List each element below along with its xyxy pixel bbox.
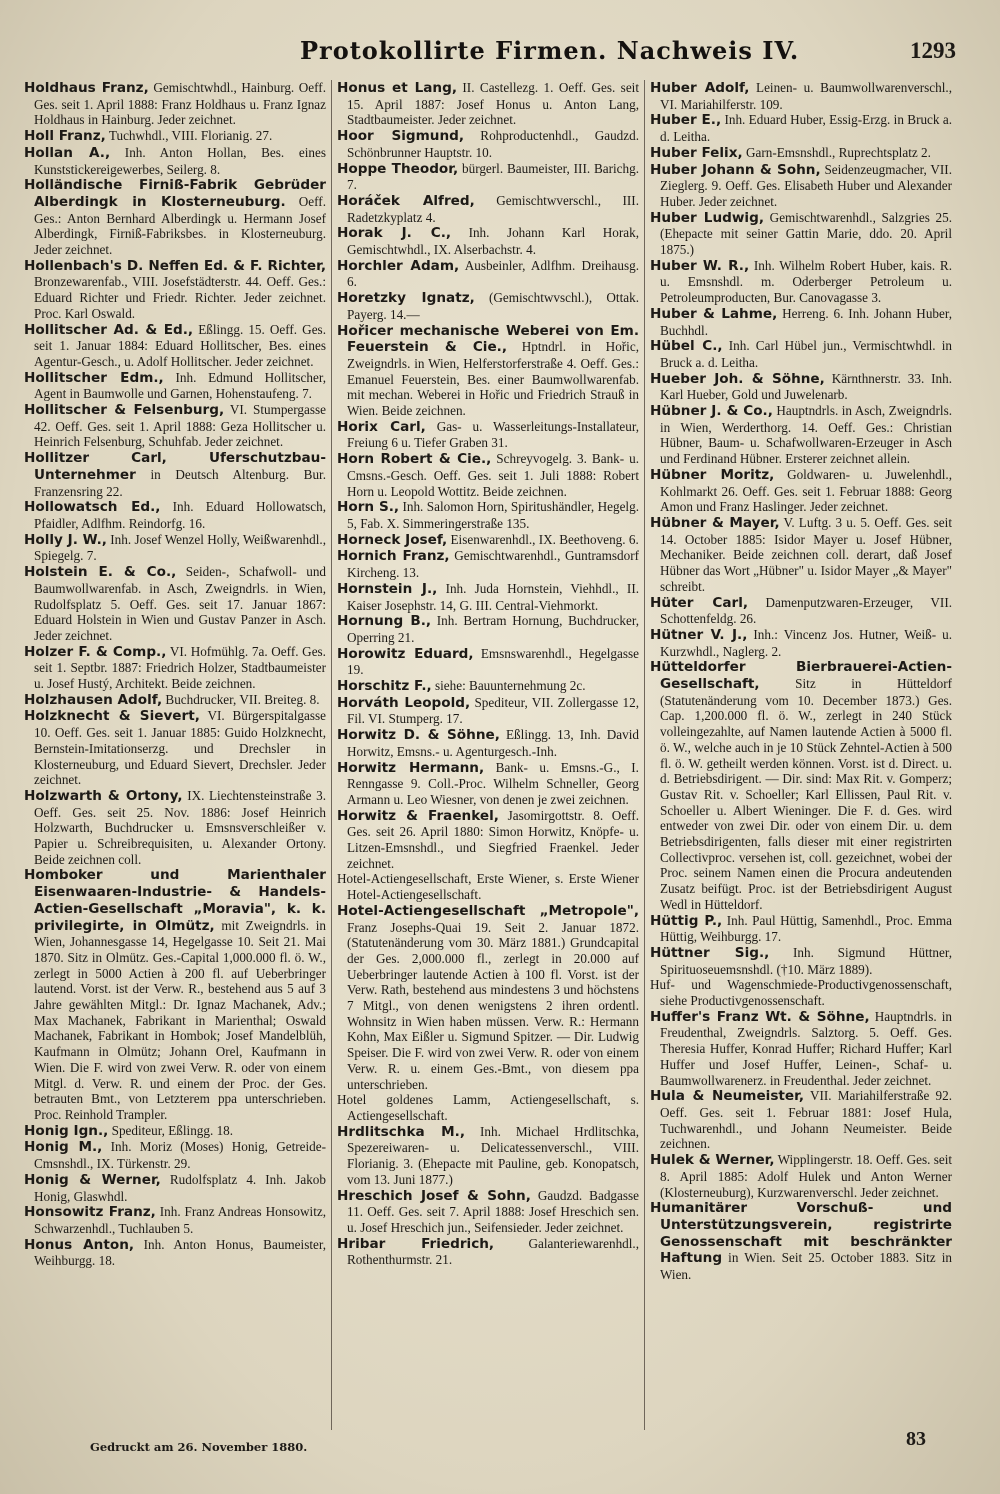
directory-entry bbox=[337, 1092, 639, 1123]
firm-details: Rudolfsplatz 4. Inh. Jakob Honig, Glaswhdl. bbox=[34, 1171, 326, 1204]
firm-name: Horneck Josef, bbox=[337, 531, 448, 548]
firm-details: Jasomirgottstr. 8. Oeff. Ges. seit 26. April 1880: Simon Horwitz, Knöpfe- u. Litzen-Emsnshdl., und Siegfried Fraenkel. Jeder zeichnet. bbox=[347, 807, 639, 871]
directory-entry bbox=[337, 128, 639, 160]
directory-entry bbox=[337, 646, 639, 678]
firm-details: Leinen- u. Baumwollwarenverschl., VI. Mariahilferstr. 109. bbox=[660, 80, 952, 112]
firm-name: Hotel-Actiengesellschaft „Metropole", bbox=[337, 902, 639, 919]
directory-entry bbox=[24, 450, 326, 499]
firm-details: Inh.: Vincenz Jos. Hutner, Weiß- u. Kurzwhdl., Naglerg. 2. bbox=[660, 626, 952, 659]
firm-details: Inh. Josef Wenzel Holly, Weißwarenhdl., Spiegelg. 7. bbox=[34, 531, 326, 564]
firm-name: Holly J. W., bbox=[24, 531, 107, 548]
page-title: Protokollirte Firmen. Nachweis IV. bbox=[300, 36, 800, 65]
firm-name: Horwitz & Fraenkel, bbox=[337, 807, 499, 824]
directory-entry bbox=[24, 1123, 326, 1140]
firm-name: Hořicer mechanische Weberei von Em. Feuerstein & Cie., bbox=[337, 322, 639, 356]
firm-details: Inh. Franz Andreas Honsowitz, Schwarzenhdl., Tuchlauben 5. bbox=[34, 1204, 326, 1236]
directory-entry bbox=[24, 867, 326, 1122]
firm-name: Holl Franz, bbox=[24, 128, 106, 145]
firm-name: Hornich Franz, bbox=[337, 548, 450, 565]
firm-details: bürgerl. Baumeister, III. Barichg. 7. bbox=[347, 160, 639, 193]
firm-details: Kärnthnerstr. 33. Inh. Karl Hueber, Gold und Juwelenarb. bbox=[660, 370, 952, 403]
firm-details: Inh. Johann Karl Horak, Gemischtwhdl., IX. Alserbachstr. 4. bbox=[347, 225, 639, 258]
firm-details: Garn-Emsnshdl., Ruprechtsplatz 2. bbox=[745, 144, 931, 160]
firm-details: IX. Liechtensteinstraße 3. Oeff. Ges. seit 25. Nov. 1886: Josef Heinrich Holzwarth, Buchdrucker u. Emsnsverschleißer v. Papier u. Schreibrequisiten, u. Alexander Ortony. Beide zeichnen coll. bbox=[34, 787, 326, 867]
firm-details: VII. Mariahilferstraße 92. Oeff. Ges. seit 1. Februar 1881: Josef Hula, Tuchwarenhdl., und Johann Neumeister. Beide zeichnen. bbox=[660, 1088, 952, 1152]
firm-name: Huber E., bbox=[650, 112, 722, 129]
firm-details: Inh. Juda Hornstein, Viehhdl., II. Kaiser Josephstr. 14, G. III. Central-Viehmorkt. bbox=[347, 580, 639, 613]
directory-entry bbox=[650, 945, 952, 977]
firm-details: Wipplingerstr. 18. Oeff. Ges. seit 8. April 1885: Adolf Hulek und Anton Werner (Klosterneuburg), Kurzwarenverschl. Jeder zeichnet. bbox=[660, 1152, 952, 1200]
directory-entry bbox=[337, 695, 639, 727]
firm-details: Inh. Carl Hübel jun., Vermischtwhdl. in Bruck a. d. Leitha. bbox=[660, 338, 952, 370]
firm-details: Hauptndrls. in Asch, Zweigndrls. in Wien, Werderthorg. 14. Oeff. Ges.: Christian Hübner, Baum- u. Schafwollwaren-Erzeuger in Asch und Ferdinand Hübner. Ersterer zeichnet allein. bbox=[660, 403, 952, 467]
firm-details: Inh. Anton Honus, Baumeister, Weihburgg. 18. bbox=[34, 1236, 326, 1269]
firm-details: Damenputzwaren-Erzeuger, VII. Schottenfeldg. 26. bbox=[660, 594, 952, 627]
directory-entry bbox=[650, 659, 952, 912]
directory-entry bbox=[24, 145, 326, 177]
column-divider bbox=[644, 80, 645, 1430]
firm-name: Horn S., bbox=[337, 499, 400, 516]
firm-name: Honig & Werner, bbox=[24, 1171, 161, 1188]
directory-entry bbox=[24, 177, 326, 258]
firm-details: Buchdrucker, VII. Breiteg. 8. bbox=[165, 691, 320, 707]
firm-name: Huber Ludwig, bbox=[650, 209, 764, 226]
firm-details: Hotel-Actiengesellschaft, Erste Wiener, s. Erste Wiener Hotel-Actiengesellschaft. bbox=[337, 871, 639, 903]
firm-name: Hornstein J., bbox=[337, 580, 438, 597]
firm-details: Ausbeinler, Adlfhm. Dreihausg. 6. bbox=[347, 257, 639, 290]
page-number: 1293 bbox=[910, 38, 956, 63]
firm-details: Seiden-, Schafwoll- und Baumwollwarenfab. in Asch, Zweigndrls. in Wien, Rudolfsplatz 5. Oeff. Ges. seit 17. Januar 1867: Eduard Holstein in Wien und Gustav Panzer in Asch. Jeder zeichnet. bbox=[34, 564, 326, 643]
firm-details: V. Luftg. 3 u. 5. Oeff. Ges. seit 14. October 1885: Isidor Mayer u. Josef Hübner, Mechaniker. Beide zeichnen coll. derart, daß Josef Hübner das Wort „Hübner" u. Isidor Mayer „& Mayer" schreibt. bbox=[660, 514, 952, 594]
directory-entry bbox=[337, 1236, 639, 1268]
directory-entry bbox=[650, 112, 952, 144]
firm-name: Hollowatsch Ed., bbox=[24, 499, 161, 516]
directory-entry bbox=[650, 595, 952, 627]
firm-details: Gas- u. Wasserleitungs-Installateur, Freiung 6 u. Tiefer Graben 31. bbox=[347, 418, 639, 451]
firm-name: Horix Carl, bbox=[337, 418, 426, 435]
firm-name: Hula & Neumeister, bbox=[650, 1088, 805, 1105]
directory-entry bbox=[337, 323, 639, 419]
firm-details: Herreng. 6. Inh. Johann Huber, Buchhdl. bbox=[660, 305, 952, 338]
firm-details: Eisenwarenhdl., IX. Beethoveng. 6. bbox=[450, 531, 639, 547]
directory-entry bbox=[337, 419, 639, 451]
firm-details: Gaudzd. Badgasse 11. Oeff. Ges. seit 7. April 1888: Josef Hreschich sen. u. Josef Hreschich jun., Seifensieder. Jeder zeichnet. bbox=[347, 1187, 639, 1235]
firm-details: Goldwaren- u. Juwelenhdl., Kohlmarkt 26. Oeff. Ges. seit 1. Februar 1888: Georg Amon und Franz Haslinger. Jeder zeichnet. bbox=[660, 466, 952, 515]
firm-name: Hüttner Sig., bbox=[650, 944, 770, 961]
directory-entry bbox=[337, 532, 639, 549]
page-header bbox=[0, 32, 1000, 72]
firm-details: mit Zweigndrls. in Wien, Johannesgasse 14, Hegelgasse 10. Seit 21. Mai 1870. Sitz in Olmütz. Ges.-Capital 1,000.000 fl. ö. W., zerlegt in 5000 Actien à 200 fl. auf Ueberbringer lautend. Vorst. ist der Verw. R., bestehend aus 5 auf 3 Jahre gewählten Mitgl.: Dr. Ignaz Machanek, Adv.; Max Machanek, Fabrikant in Marienthal; Oswald Machanek, Fabrikant in Hombok; Josef Mandelblüh, Kaufmann in Olmütz; Johann Orel, Kaufmann in Wien. Die F. wird von zwei Verw. R. oder von einem Mitgl. d. Verw. R. und einem der Proc. der Ges. betrauten Bmt., von Letzterem ppa unterschrieben. Proc. Reinhold Trampler. bbox=[34, 917, 326, 1122]
directory-entry bbox=[337, 258, 639, 290]
directory-entry bbox=[650, 145, 952, 162]
directory-entry bbox=[24, 708, 326, 788]
firm-details: siehe: Bauunternehmung 2c. bbox=[434, 678, 586, 694]
firm-details: Rohproductenhdl., Gaudzd. Schönbrunner Hauptstr. 10. bbox=[347, 128, 639, 160]
firm-details: VI. Bürgerspitalgasse 10. Oeff. Ges. seit 1. Januar 1885: Guido Holzknecht, Bernstein-Imitationserzg. und Drechsler in Klosterneuburg, und Eduard Sievert, Drechsler. Jeder zeichnet. bbox=[34, 708, 326, 788]
directory-entry bbox=[337, 727, 639, 759]
firm-details: Hotel goldenes Lamm, Actiengesellschaft, s. Actiengesellschaft. bbox=[337, 1092, 639, 1123]
directory-entry bbox=[337, 1188, 639, 1236]
firm-name: Horwitz D. & Söhne, bbox=[337, 727, 500, 744]
directory-entry bbox=[337, 808, 639, 872]
directory-entry bbox=[24, 402, 326, 450]
directory-entry bbox=[650, 977, 952, 1008]
directory-entry bbox=[24, 258, 326, 322]
directory-entry bbox=[337, 678, 639, 695]
firm-name: Hornung B., bbox=[337, 613, 432, 630]
column-2 bbox=[337, 80, 639, 1420]
directory-entry bbox=[337, 161, 639, 193]
firm-name: Horáček Alfred, bbox=[337, 192, 475, 209]
firm-details: Eßlingg. 15. Oeff. Ges. seit 1. Januar 1884: Eduard Hollitscher, Bes. eines Agentur-Gesch., u. Adolf Hollitscher. Jeder zeichnet. bbox=[34, 321, 326, 369]
firm-name: Horchler Adam, bbox=[337, 257, 460, 274]
column-3 bbox=[650, 80, 952, 1420]
column-1 bbox=[24, 80, 326, 1420]
firm-name: Huber Adolf, bbox=[650, 80, 750, 96]
firm-name: Hreschich Josef & Sohn, bbox=[337, 1187, 531, 1204]
firm-name: Horetzky Ignatz, bbox=[337, 290, 475, 307]
firm-name: Horschitz F., bbox=[337, 678, 432, 695]
firm-details: Inh. Eduard Hollowatsch, Pfaidler, Adlfhm. Reindorfg. 16. bbox=[34, 499, 326, 531]
firm-details: Inh. Moriz (Moses) Honig, Getreide-Cmsnshdl., IX. Türkenstr. 29. bbox=[34, 1139, 326, 1172]
firm-details: Inh. Edmund Hollitscher, Agent in Baumwolle und Garnen, Hohenstaufeng. 7. bbox=[34, 369, 326, 402]
directory-entry bbox=[24, 499, 326, 531]
firm-name: Homboker und Marienthaler Eisenwaaren-Industrie- & Handels-Actien-Gesellschaft „Moravia", k. k. privilegirte, in Olmütz, bbox=[24, 867, 326, 934]
directory-entry bbox=[24, 644, 326, 692]
directory-entry bbox=[337, 613, 639, 645]
firm-details: Huf- und Wagenschmiede-Productivgenossenschaft, siehe Productivgenossenschaft. bbox=[650, 977, 952, 1009]
firm-name: Honus et Lang, bbox=[337, 80, 457, 96]
print-date-note: Gedruckt am 26. November 1880. bbox=[90, 1440, 308, 1454]
firm-details: Bronzewarenfab., VIII. Josefstädterstr. 44. Oeff. Ges.: Eduard Richter und Friedr. Richter. Jeder zeichnet. Proc. Karl Oswald. bbox=[34, 274, 326, 321]
firm-details: Inh. Salomon Horn, Spiritushändler, Hegelg. 5, Fab. X. Simmeringerstraße 135. bbox=[347, 499, 639, 531]
firm-details: Inh. Michael Hrdlitschka, Spezereiwaren- u. Delicatessenverschl., VIII. Florianig. 3. (Ehepacte mit Pauline, geb. Konopatsch, vom 13. Juni 1877.) bbox=[347, 1123, 639, 1187]
directory-entry bbox=[650, 210, 952, 258]
firm-name: Holzhausen Adolf, bbox=[24, 691, 163, 708]
directory-entry bbox=[24, 692, 326, 709]
firm-details: VI. Hofmühlg. 7a. Oeff. Ges. seit 1. Septbr. 1887: Friedrich Holzer, Stadtbaumeister u. Josef Hustý, Architekt. Beide zeichnen. bbox=[34, 643, 326, 692]
firm-name: Huber Felix, bbox=[650, 144, 743, 161]
firm-name: Horowitz Eduard, bbox=[337, 645, 474, 662]
firm-name: Hrdlitschka M., bbox=[337, 1123, 465, 1140]
directory-entry bbox=[650, 162, 952, 210]
firm-name: Humanitärer Vorschuß- und Unterstützungsverein, registrirte Genossenschaft mit beschränkter Haftung bbox=[650, 1200, 952, 1267]
firm-name: Hueber Joh. & Söhne, bbox=[650, 370, 825, 387]
firm-details: Eßlingg. 13, Inh. David Horwitz, Emsns.- u. Agenturgesch.-Inh. bbox=[347, 727, 639, 759]
firm-name: Horwitz Hermann, bbox=[337, 759, 485, 776]
firm-details: Inh. Sigmund Hüttner, Spirituoseuemsnshdl. (†10. März 1889). bbox=[660, 944, 952, 977]
firm-details: Schreyvogelg. 3. Bank- u. Cmsns.-Gesch. Oeff. Ges. seit 1. Juli 1888: Robert Horn u. Leopold Wottitz. Beide zeichnen. bbox=[347, 451, 639, 499]
firm-name: Holländische Firniß-Fabrik Gebrüder Alberdingk in Klosterneuburg. bbox=[24, 177, 326, 210]
directory-entry bbox=[337, 903, 639, 1092]
firm-name: Honus Anton, bbox=[24, 1236, 135, 1253]
firm-name: Hollenbach's D. Neffen Ed. & F. Richter, bbox=[24, 257, 326, 274]
directory-entry bbox=[337, 548, 639, 580]
directory-entry bbox=[337, 871, 639, 902]
firm-name: Honig Ign., bbox=[24, 1122, 109, 1139]
firm-name: Horak J. C., bbox=[337, 225, 452, 242]
firm-name: Holzer F. & Comp., bbox=[24, 643, 167, 660]
firm-details: Spediteur, Eßlingg. 18. bbox=[111, 1122, 234, 1138]
firm-details: Sitz in Hütteldorf (Statutenänderung vom 10. December 1873.) Ges. Cap. 1,200.000 fl. ö. W., zerlegt in 240 Stück volleingezahlte, auf Namen lautende Actien à 5000 fl. ö. W., welche auch in je 10 Stück Zehntel-Actien à 500 fl. ö. W. getheilt werden können. Vorst. ist d. Direct. u. d. Betriebsdirigent. — Dir. sind: Max Rit. v. Gomperz; Gustav Rit. v. Schoeller; Karl Ellissen, Paul Rit. v. Schoeller u. Albert Wieninger. Die F. d. Ges. wird entweder von zwei Dir. oder von einem Dir. u. dem Betriebsdirigenten, falls dieser mit einer registrirten Collectivproc. versehen ist, coll. gezeichnet, wobei der Proc. seinem Namen einen die Procura andeutenden Zusatz beifügt. Proc. ist der Betriebsdirigent August Wedl in Hütteldorf. bbox=[660, 676, 952, 912]
firm-name: Hübel C., bbox=[650, 338, 723, 355]
firm-name: Horn Robert & Cie., bbox=[337, 451, 492, 468]
firm-details: Inh. Eduard Huber, Essig-Erzg. in Bruck a. d. Leitha. bbox=[660, 112, 952, 145]
firm-name: Hübner & Mayer, bbox=[650, 514, 780, 531]
directory-entry bbox=[650, 1200, 952, 1283]
firm-name: Holzknecht & Sievert, bbox=[24, 708, 200, 725]
directory-entry bbox=[650, 403, 952, 467]
directory-entry bbox=[337, 290, 639, 322]
directory-entry bbox=[650, 338, 952, 370]
firm-details: Spediteur, VII. Zollergasse 12, Fil. VI. Stumperg. 17. bbox=[347, 694, 639, 727]
directory-entry bbox=[650, 627, 952, 659]
firm-name: Hütteldorfer Bierbrauerei-Actien-Gesellschaft, bbox=[650, 659, 952, 693]
directory-entry bbox=[650, 913, 952, 945]
directory-entry bbox=[24, 564, 326, 644]
firm-details: Inh. Paul Hüttig, Samenhdl., Proc. Emma Hüttig, Weihburgg. 17. bbox=[660, 912, 952, 945]
firm-name: Honig M., bbox=[24, 1139, 103, 1156]
directory-entry bbox=[650, 515, 952, 595]
directory-entry bbox=[650, 1088, 952, 1152]
directory-entry bbox=[24, 1237, 326, 1269]
firm-details: in Wien. Seit 25. October 1883. Sitz in Wien. bbox=[660, 1250, 952, 1283]
directory-entry bbox=[24, 1204, 326, 1236]
firm-name: Hübner J. & Co., bbox=[650, 403, 773, 420]
firm-name: Honsowitz Franz, bbox=[24, 1204, 156, 1221]
directory-entry bbox=[337, 80, 639, 128]
firm-details: in Deutsch Altenburg. Bur. Franzensring 22. bbox=[34, 466, 326, 499]
firm-name: Hoppe Theodor, bbox=[337, 160, 459, 177]
firm-name: Huber & Lahme, bbox=[650, 305, 778, 322]
firm-details: Inh. Anton Hollan, Bes. eines Kunststickereigewerbes, Seilerg. 8. bbox=[34, 144, 326, 177]
firm-details: Bank- u. Emsns.-G., I. Renngasse 9. Coll.-Proc. Wilhelm Schneller, Georg Armann u. Leo Wiesner, von denen je zwei zeichnen. bbox=[347, 759, 639, 807]
firm-details: Franz Josephs-Quai 19. Seit 2. Januar 1872. (Statutenänderung vom 30. März 1881.) Grundcapital der Ges. 2,000.000 fl., zerlegt in 20.000 auf Ueberbringer lautende Actien à 100 fl. Vorst. ist der Verw. Rath, bestehend aus mindestens 3 und höchstens 7 Mitgl., von denen wenigstens 2 ihren ordentl. Wohnsitz in Wien haben müssen. Verw. R.: Hermann Kohn, Max Eißler u. Sigmund Spitzer. — Dir. Ludwig Speiser. Die F. wird von zwei Verw. R. oder von einem Verw. R. u. einem Ges.-Bmt., von diesem ppa unterschrieben. bbox=[347, 919, 639, 1092]
sheet-number: 83 bbox=[906, 1428, 926, 1450]
directory-entry bbox=[337, 193, 639, 225]
firm-name: Huffer's Franz Wt. & Söhne, bbox=[650, 1008, 870, 1025]
firm-name: Hüter Carl, bbox=[650, 594, 749, 611]
firm-name: Holzwarth & Ortony, bbox=[24, 787, 183, 804]
firm-name: Hollitzer Carl, Uferschutzbau-Unternehmer bbox=[24, 450, 326, 483]
firm-name: Hulek & Werner, bbox=[650, 1152, 775, 1169]
directory-entry bbox=[24, 788, 326, 868]
firm-name: Hollan A., bbox=[24, 144, 111, 161]
firm-details: II. Castellezg. 1. Oeff. Ges. seit 15. April 1887: Josef Honus u. Anton Lang, Stadtbaumeister. Jeder zeichnet. bbox=[347, 80, 639, 128]
firm-name: Hütner V. J., bbox=[650, 626, 748, 643]
firm-name: Holstein E. & Co., bbox=[24, 564, 177, 581]
column-divider bbox=[331, 80, 332, 1430]
directory-entry bbox=[650, 1009, 952, 1089]
firm-name: Huber W. R., bbox=[650, 257, 750, 274]
firm-details: Gemischtwhdl., Hainburg. Oeff. Ges. seit 1. April 1888: Franz Holdhaus u. Franz Ignaz Holdhaus in Hainburg. Jeder zeichnet. bbox=[34, 80, 326, 128]
directory-entry bbox=[24, 370, 326, 402]
directory-entry bbox=[650, 1152, 952, 1200]
firm-details: VI. Stumpergasse 42. Oeff. Ges. seit 1. April 1888: Geza Hollitscher u. Heinrich Felsenburg, Schuhfab. Jeder zeichnet. bbox=[34, 402, 326, 450]
directory-entry bbox=[24, 128, 326, 145]
firm-name: Hollitscher Edm., bbox=[24, 369, 164, 386]
directory-entry bbox=[337, 581, 639, 613]
firm-name: Hollitscher & Felsenburg, bbox=[24, 402, 225, 419]
directory-entry bbox=[24, 1139, 326, 1171]
directory-entry bbox=[337, 1124, 639, 1188]
directory-entry bbox=[650, 80, 952, 112]
firm-details: (Gemischtwvschl.), Ottak. Payerg. 14.— bbox=[347, 290, 639, 322]
directory-entry bbox=[24, 1172, 326, 1204]
directory-entry bbox=[650, 371, 952, 403]
directory-entry bbox=[650, 306, 952, 338]
firm-details: Emsnswarenhdl., Hegelgasse 19. bbox=[347, 645, 639, 678]
firm-details: Gemischtwarenhdl., Salzgries 25. (Ehepacte mit seiner Gattin Marie, ddo. 20. April 1875.) bbox=[660, 209, 952, 258]
firm-details: Inh. Bertram Hornung, Buchdrucker, Operring 21. bbox=[347, 613, 639, 645]
directory-entry bbox=[24, 80, 326, 128]
firm-name: Hübner Moritz, bbox=[650, 466, 775, 483]
directory-entry bbox=[650, 258, 952, 306]
directory-entry bbox=[24, 532, 326, 564]
firm-name: Hribar Friedrich, bbox=[337, 1235, 495, 1252]
directory-entry bbox=[24, 322, 326, 370]
firm-name: Huber Johann & Sohn, bbox=[650, 161, 821, 178]
firm-name: Hoor Sigmund, bbox=[337, 128, 465, 145]
directory-entry bbox=[337, 760, 639, 808]
firm-name: Holdhaus Franz, bbox=[24, 80, 149, 96]
firm-details: Hauptndrls. in Freudenthal, Zweigndrls. Salztorg. 5. Oeff. Ges. Theresia Huffer, Konrad Huffer; Richard Huffer; Karl Huffer und Josef Huffer, Leinen-, Schaf- u. Baumwollwarenerz. in Freudenthal. Jeder zeichnet. bbox=[660, 1008, 952, 1088]
firm-name: Hollitscher Ad. & Ed., bbox=[24, 321, 194, 338]
directory-entry bbox=[337, 451, 639, 499]
firm-name: Horváth Leopold, bbox=[337, 694, 471, 711]
directory-entry bbox=[337, 499, 639, 531]
firm-details: Hptndrl. in Hořic, Zweigndrls. in Wien, Helferstorferstraße 4. Oeff. Ges.: Emanuel Feuerstein, Bes. einer Baumwollwarenfab. mit mechan. Weberei in Hořic und Friedrich Strauß in Wien. Beide zeichnen. bbox=[347, 339, 639, 419]
firm-details: Seidenzeugmacher, VII. Zieglerg. 9. Oeff. Ges. Elisabeth Huber und Alexander Huber. Jeder zeichnet. bbox=[660, 161, 952, 209]
firm-details: Tuchwhdl., VIII. Florianig. 27. bbox=[108, 128, 273, 144]
firm-details: Galanteriewarenhdl., Rothenthurmstr. 21. bbox=[347, 1235, 639, 1268]
firm-details: Inh. Wilhelm Robert Huber, kais. R. u. Emsnshdl. m. Oderberger Petroleum u. Petroleumproducten, Bur. Canovagasse 3. bbox=[660, 257, 952, 306]
firm-details: Gemischtwarenhdl., Guntramsdorf Kircheng. 13. bbox=[347, 548, 639, 581]
firm-name: Hüttig P., bbox=[650, 912, 723, 929]
firm-details: Oeff. Ges.: Anton Bernhard Alberdingk u. Hermann Josef Alberdingk, Firniß-Fabriksbes. in Klosterneuburg. Jeder zeichnet. bbox=[34, 193, 326, 258]
directory-entry bbox=[650, 467, 952, 515]
directory-entry bbox=[337, 225, 639, 257]
firm-details: Gemischtwverschl., III. Radetzkyplatz 4. bbox=[347, 192, 639, 225]
